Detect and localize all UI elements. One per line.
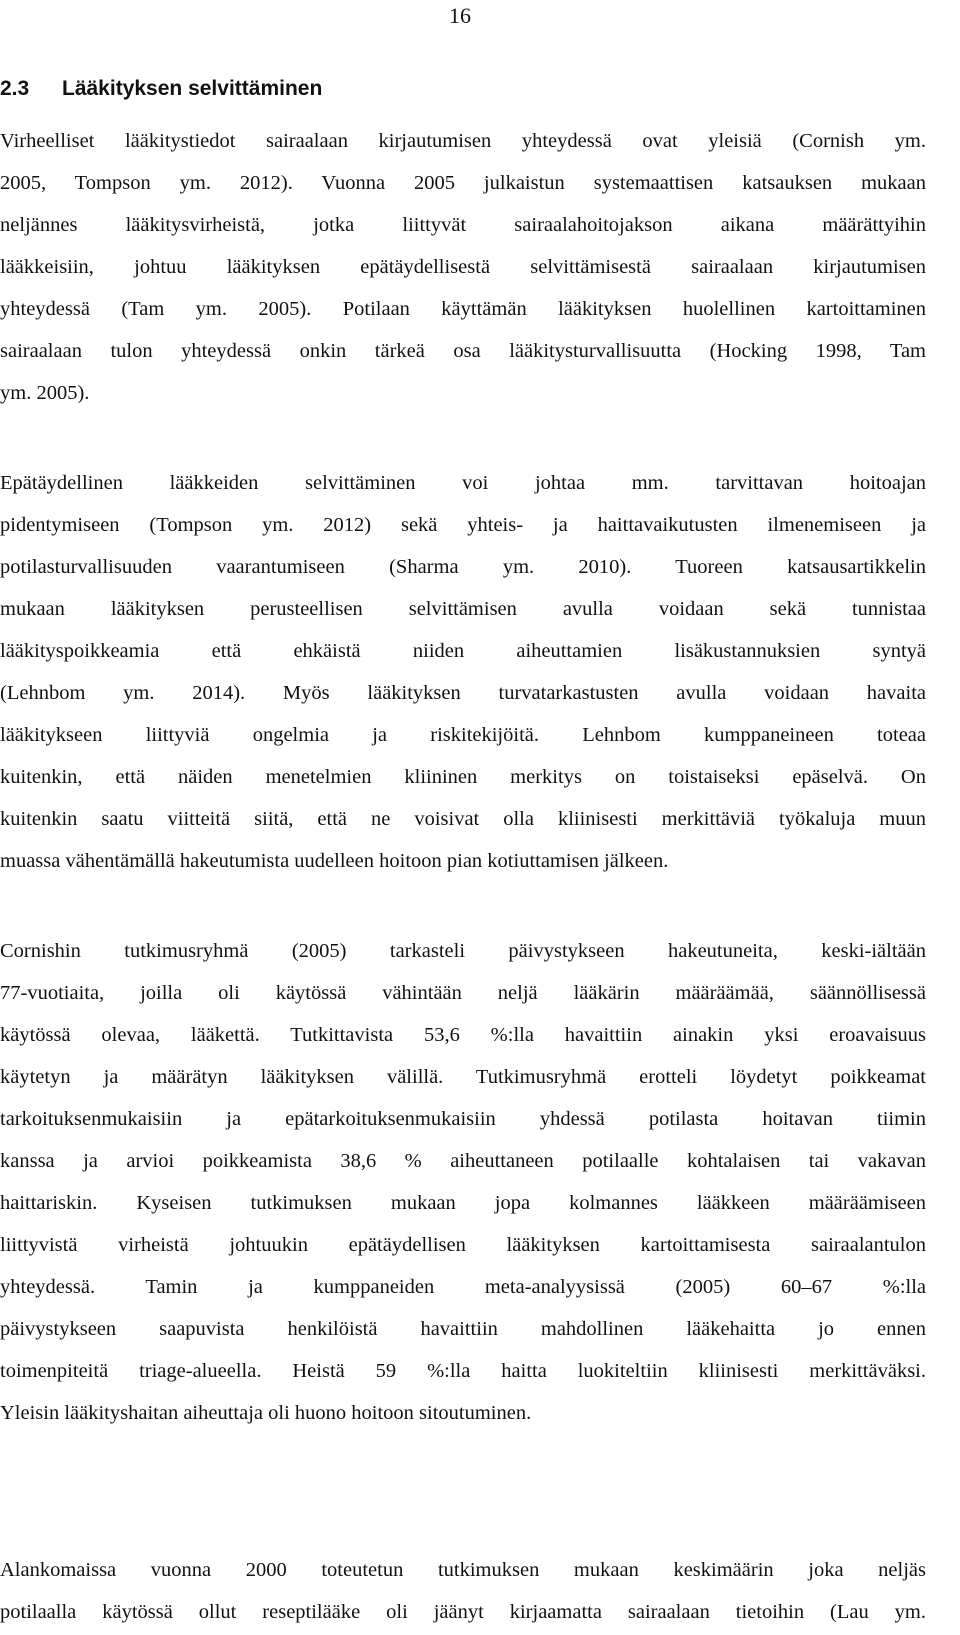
text-line: Yleisin lääkityshaitan aiheuttaja oli huono hoitoon sitoutuminen. bbox=[0, 1402, 532, 1424]
text-line: ym. 2005). bbox=[0, 382, 90, 404]
text-line: haittariskin. Kyseisen tutkimuksen mukaan jopa kolmannes lääkkeen määräämiseen bbox=[0, 1192, 926, 1214]
page-number: 16 bbox=[449, 3, 471, 28]
text-line: lääkitykseen liittyviä ongelmia ja riskitekijöitä. Lehnbom kumppaneineen toteaa bbox=[0, 724, 926, 746]
section-title: Lääkityksen selvittäminen bbox=[62, 77, 323, 100]
text-line: 2005, Tompson ym. 2012). Vuonna 2005 julkaistun systemaattisen katsauksen mukaan bbox=[0, 172, 926, 194]
paragraph bbox=[0, 462, 926, 882]
text-line: tarkoituksenmukaisiin ja epätarkoituksenmukaisiin yhdessä potilasta hoitavan tiimin bbox=[0, 1108, 926, 1130]
paragraph bbox=[0, 1549, 926, 1633]
text-line: muassa vähentämällä hakeutumista uudelleen hoitoon pian kotiuttamisen jälkeen. bbox=[0, 850, 669, 872]
paragraph bbox=[0, 930, 926, 1434]
text-line: yhteydessä. Tamin ja kumppaneiden meta-analyysissä (2005) 60–67 %:lla bbox=[0, 1276, 926, 1298]
text-line: käytössä olevaa, lääkettä. Tutkittavista 53,6 %:lla havaittiin ainakin yksi eroavaisuus bbox=[0, 1024, 926, 1046]
text-line: kuitenkin saatu viitteitä siitä, että ne voisivat olla kliinisesti merkittäviä työkaluja muun bbox=[0, 808, 926, 830]
text-line: Virheelliset lääkitystiedot sairaalaan kirjautumisen yhteydessä ovat yleisiä (Cornish ym. bbox=[0, 130, 926, 152]
text-line: mukaan lääkityksen perusteellisen selvittämisen avulla voidaan sekä tunnistaa bbox=[0, 598, 926, 620]
text-line: käytetyn ja määrätyn lääkityksen välillä. Tutkimusryhmä erotteli löydetyt poikkeamat bbox=[0, 1066, 926, 1088]
text-line: Epätäydellinen lääkkeiden selvittäminen voi johtaa mm. tarvittavan hoitoajan bbox=[0, 472, 926, 494]
text-line: lääkkeisiin, johtuu lääkityksen epätäydellisestä selvittämisestä sairaalaan kirjautumisen bbox=[0, 256, 926, 278]
text-line: neljännes lääkitysvirheistä, jotka liittyvät sairaalahoitojakson aikana määrättyihin bbox=[0, 214, 926, 236]
text-line: yhteydessä (Tam ym. 2005). Potilaan käyttämän lääkityksen huolellinen kartoittaminen bbox=[0, 298, 926, 320]
section-number: 2.3 bbox=[0, 77, 30, 100]
text-line: sairaalaan tulon yhteydessä onkin tärkeä osa lääkitysturvallisuutta (Hocking 1998, Tam bbox=[0, 340, 926, 362]
text-line: 77-vuotiaita, joilla oli käytössä vähintään neljä lääkärin määräämää, säännöllisessä bbox=[0, 982, 926, 1004]
section-heading bbox=[0, 75, 322, 103]
text-line: potilasturvallisuuden vaarantumiseen (Sharma ym. 2010). Tuoreen katsausartikkelin bbox=[0, 556, 926, 578]
text-line: pidentymiseen (Tompson ym. 2012) sekä yhteis- ja haittavaikutusten ilmenemiseen ja bbox=[0, 514, 926, 536]
text-line: (Lehnbom ym. 2014). Myös lääkityksen turvatarkastusten avulla voidaan havaita bbox=[0, 682, 926, 704]
text-line: liittyvistä virheistä johtuukin epätäydellisen lääkityksen kartoittamisesta sairaalantulon bbox=[0, 1234, 926, 1256]
text-line: toimenpiteitä triage-alueella. Heistä 59 %:lla haitta luokiteltiin kliinisesti merkittäväksi. bbox=[0, 1360, 926, 1382]
text-line: Alankomaissa vuonna 2000 toteutetun tutkimuksen mukaan keskimäärin joka neljäs bbox=[0, 1559, 926, 1581]
paragraph bbox=[0, 120, 926, 414]
text-line: päivystykseen saapuvista henkilöistä havaittiin mahdollinen lääkehaitta jo ennen bbox=[0, 1318, 926, 1340]
text-line: kanssa ja arvioi poikkeamista 38,6 % aiheuttaneen potilaalle kohtalaisen tai vakavan bbox=[0, 1150, 926, 1172]
text-line: potilaalla käytössä ollut reseptilääke oli jäänyt kirjaamatta sairaalaan tietoihin (Lau ym. bbox=[0, 1601, 926, 1623]
text-line: lääkityspoikkeamia että ehkäistä niiden aiheuttamien lisäkustannuksien syntyä bbox=[0, 640, 926, 662]
text-line: kuitenkin, että näiden menetelmien kliininen merkitys on toistaiseksi epäselvä. On bbox=[0, 766, 926, 788]
text-line: Cornishin tutkimusryhmä (2005) tarkasteli päivystykseen hakeutuneita, keski-iältään bbox=[0, 940, 926, 962]
